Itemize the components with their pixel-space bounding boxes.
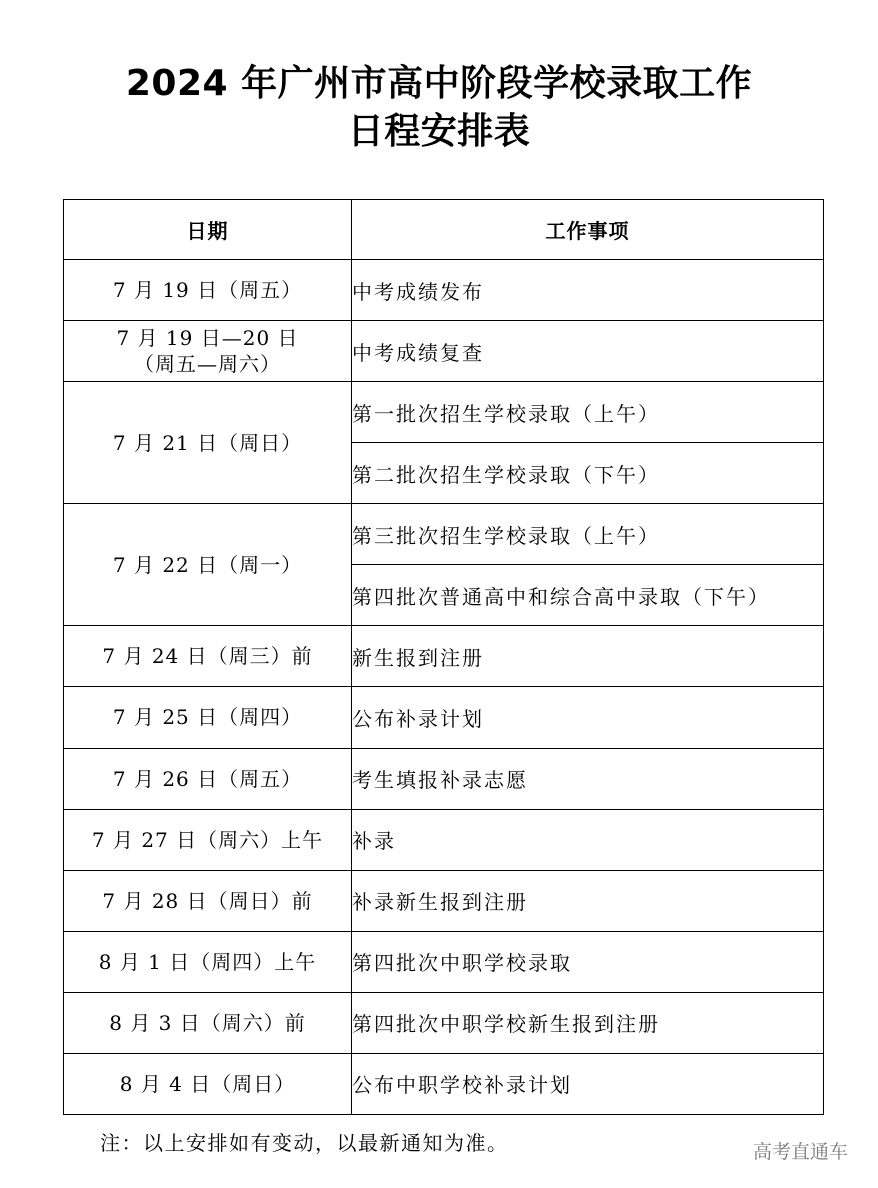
date-cell: 8 月 1 日（周四）上午 xyxy=(64,931,352,992)
date-cell: 7 月 28 日（周日）前 xyxy=(64,870,352,931)
date-line: 7 月 19 日—20 日 xyxy=(116,326,299,351)
table-row xyxy=(64,260,824,321)
table-row xyxy=(64,809,824,870)
table-row xyxy=(64,870,824,931)
table-row xyxy=(64,382,824,443)
watermark: 高考直通车 xyxy=(752,1141,848,1163)
table-header-row xyxy=(64,200,824,260)
date-cell: 7 月 26 日（周五） xyxy=(64,748,352,809)
table-row xyxy=(64,687,824,748)
header-date: 日期 xyxy=(64,200,352,260)
task-cell: 第四批次中职学校新生报到注册 xyxy=(352,992,824,1053)
task-cell: 补录 xyxy=(352,809,824,870)
task-cell: 公布补录计划 xyxy=(352,687,824,748)
footnote: 注：以上安排如有变动，以最新通知为准。 xyxy=(100,1131,509,1155)
date-cell: 8 月 3 日（周六）前 xyxy=(64,992,352,1053)
task-cell: 补录新生报到注册 xyxy=(352,870,824,931)
date-cell xyxy=(64,321,352,382)
date-cell: 8 月 4 日（周日） xyxy=(64,1053,352,1114)
task-cell: 第三批次招生学校录取（上午） xyxy=(352,504,824,565)
header-task: 工作事项 xyxy=(352,200,824,260)
task-cell: 公布中职学校补录计划 xyxy=(352,1053,824,1114)
document-title-line2: 日程安排表 xyxy=(347,111,531,152)
date-line: （周五—周六） xyxy=(134,352,281,377)
schedule-table xyxy=(63,199,824,1115)
table-row xyxy=(64,931,824,992)
table-row xyxy=(64,748,824,809)
table-row xyxy=(64,626,824,687)
task-cell: 新生报到注册 xyxy=(352,626,824,687)
date-cell: 7 月 24 日（周三）前 xyxy=(64,626,352,687)
task-cell: 第四批次普通高中和综合高中录取（下午） xyxy=(352,565,824,626)
date-cell: 7 月 27 日（周六）上午 xyxy=(64,809,352,870)
task-cell: 第四批次中职学校录取 xyxy=(352,931,824,992)
date-cell: 7 月 19 日（周五） xyxy=(64,260,352,321)
date-cell: 7 月 22 日（周一） xyxy=(64,504,352,626)
table-row xyxy=(64,321,824,382)
task-cell: 考生填报补录志愿 xyxy=(352,748,824,809)
task-cell: 第二批次招生学校录取（下午） xyxy=(352,443,824,504)
task-cell: 中考成绩复查 xyxy=(352,321,824,382)
date-cell: 7 月 25 日（周四） xyxy=(64,687,352,748)
table-row xyxy=(64,992,824,1053)
task-cell: 第一批次招生学校录取（上午） xyxy=(352,382,824,443)
table-row xyxy=(64,1053,824,1114)
document-title-line1: 2024 年广州市高中阶段学校录取工作 xyxy=(125,63,753,104)
table-row xyxy=(64,504,824,565)
date-cell: 7 月 21 日（周日） xyxy=(64,382,352,504)
task-cell: 中考成绩发布 xyxy=(352,260,824,321)
